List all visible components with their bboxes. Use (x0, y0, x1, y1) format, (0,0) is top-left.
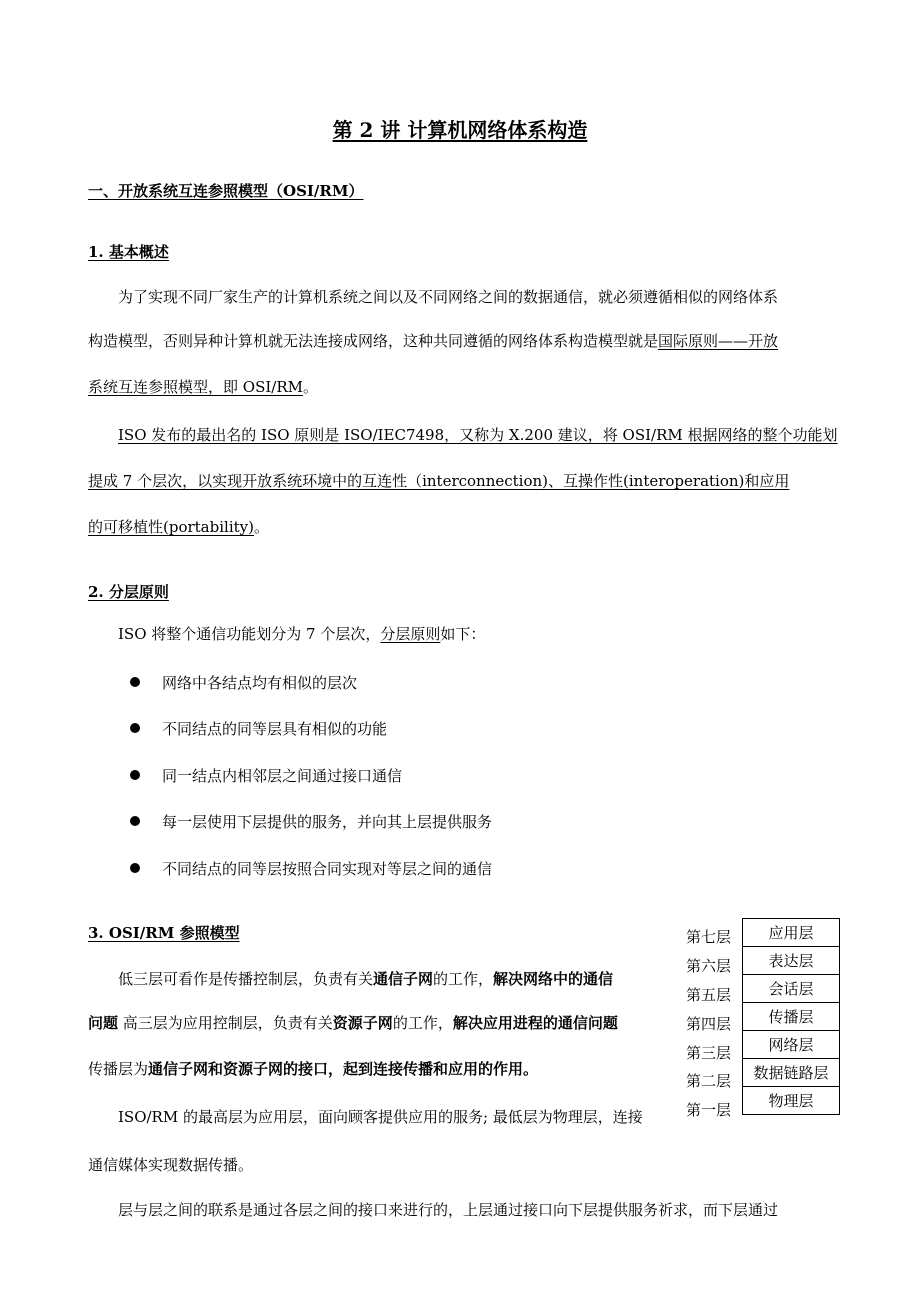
list-item (130, 672, 357, 692)
iso-underlined-text: 的可移植性(portability) (88, 518, 254, 536)
iso-paragraph-line2: 提成 7 个层次，以实现开放系统环境中的互连性（interconnection)、互操作性(interoperation)和应用 (88, 472, 790, 490)
overview-paragraph-line1: 为了实现不同厂家生产的计算机系统之间以及不同网络之间的数据通信，就必须遵循相似的网络体系 (118, 288, 779, 306)
table-row (743, 1059, 840, 1087)
subsection-heading-layering: 2. 分层原则 (88, 583, 169, 601)
layer-label: 第三层 (686, 1044, 732, 1062)
model-text: 传播层为 (88, 1060, 149, 1078)
overview-paragraph-line3 (88, 380, 318, 395)
osi-layer-table (742, 918, 840, 1115)
table-row (743, 947, 840, 975)
list-item-text: 不同结点的同等层按照合同实现对等层之间的通信 (162, 859, 493, 878)
model-bold-text: 通信子网和资源子网的接口，起到连接传播和应用的作用。 (148, 1060, 539, 1078)
layering-intro (118, 627, 485, 642)
model-bold-text: 资源子网 (332, 1014, 393, 1032)
model-text: 的工作， (433, 970, 494, 988)
layer-label: 第六层 (686, 957, 732, 975)
table-row (743, 1003, 840, 1031)
section-heading-osi-rm: 一、开放系统互连参照模型（OSI/RM） (88, 182, 364, 200)
bullet-icon (130, 863, 140, 873)
layer-label: 第七层 (686, 928, 732, 946)
overview-text: 。 (302, 378, 318, 396)
layer-label: 第二层 (686, 1072, 732, 1090)
list-item (130, 858, 492, 878)
list-item-text: 同一结点内相邻层之间通过接口通信 (162, 766, 403, 785)
overview-underlined-text: 国际原则——开放 (658, 332, 779, 350)
list-item-text: 不同结点的同等层具有相似的功能 (162, 719, 388, 738)
model-paragraph-line2 (88, 1016, 618, 1031)
layer-name-cell: 网络层 (743, 1031, 840, 1059)
layering-intro-text: 如下： (440, 625, 486, 643)
overview-text: 构造模型，否则异种计算机就无法连接成网络，这种共同遵循的网络体系构造模型就是 (88, 332, 659, 350)
bullet-icon (130, 723, 140, 733)
table-row (743, 1087, 840, 1115)
model-bold-text: 解决网络中的通信 (493, 970, 614, 988)
layer-label: 第一层 (686, 1101, 732, 1119)
bullet-icon (130, 677, 140, 687)
iso-text: 。 (253, 518, 269, 536)
model-bold-text: 通信子网 (373, 970, 434, 988)
interface-paragraph-line1: 层与层之间的联系是通过各层之间的接口来进行的，上层通过接口向下层提供服务祈求，而下层通过 (118, 1201, 779, 1219)
list-item (130, 811, 492, 831)
page-title: 第 2 讲 计算机网络体系构造 (332, 118, 588, 142)
iso-paragraph-line1: ISO 发布的最出名的 ISO 原则是 ISO/IEC7498，又称为 X.200 建议，将 OSI/RM 根据网络的整个功能划 (118, 426, 838, 444)
bullet-icon (130, 770, 140, 780)
overview-paragraph-line2 (88, 334, 778, 349)
model-text: 的工作， (392, 1014, 453, 1032)
layer-label: 第四层 (686, 1015, 732, 1033)
layer-name-cell: 数据链路层 (743, 1059, 840, 1087)
layers-paragraph-line2: 通信媒体实现数据传播。 (88, 1156, 254, 1174)
model-bold-text: 解决应用进程的通信问题 (452, 1014, 618, 1032)
list-item-text: 每一层使用下层提供的服务，并向其上层提供服务 (162, 812, 493, 831)
layer-label: 第五层 (686, 986, 732, 1004)
list-item (130, 718, 387, 738)
model-text: 高三层为应用控制层，负责有关 (118, 1014, 333, 1032)
table-row (743, 975, 840, 1003)
model-text: 低三层可看作是传播控制层，负责有关 (118, 970, 374, 988)
bullet-icon (130, 816, 140, 826)
layer-name-cell: 表达层 (743, 947, 840, 975)
model-bold-text: 问题 (88, 1014, 119, 1032)
subsection-heading-osi-model: 3. OSI/RM 参照模型 (88, 924, 240, 942)
layer-name-cell: 会话层 (743, 975, 840, 1003)
model-paragraph-line3 (88, 1062, 538, 1077)
list-item (130, 765, 402, 785)
layer-name-cell: 传播层 (743, 1003, 840, 1031)
overview-underlined-text: 系统互连参照模型，即 OSI/RM (88, 378, 303, 396)
layer-name-cell: 物理层 (743, 1087, 840, 1115)
iso-paragraph-line3 (88, 520, 269, 535)
layering-intro-text: ISO 将整个通信功能划分为 7 个层次， (118, 625, 381, 643)
table-row (743, 1031, 840, 1059)
layering-intro-underlined: 分层原则 (380, 625, 441, 643)
table-row (743, 919, 840, 947)
layer-name-cell: 应用层 (743, 919, 840, 947)
layers-paragraph-line1: ISO/RM 的最高层为应用层，面向顾客提供应用的服务; 最低层为物理层，连接 (118, 1108, 643, 1126)
subsection-heading-overview: 1. 基本概述 (88, 243, 169, 261)
model-paragraph-line1 (118, 972, 613, 987)
list-item-text: 网络中各结点均有相似的层次 (162, 673, 358, 692)
